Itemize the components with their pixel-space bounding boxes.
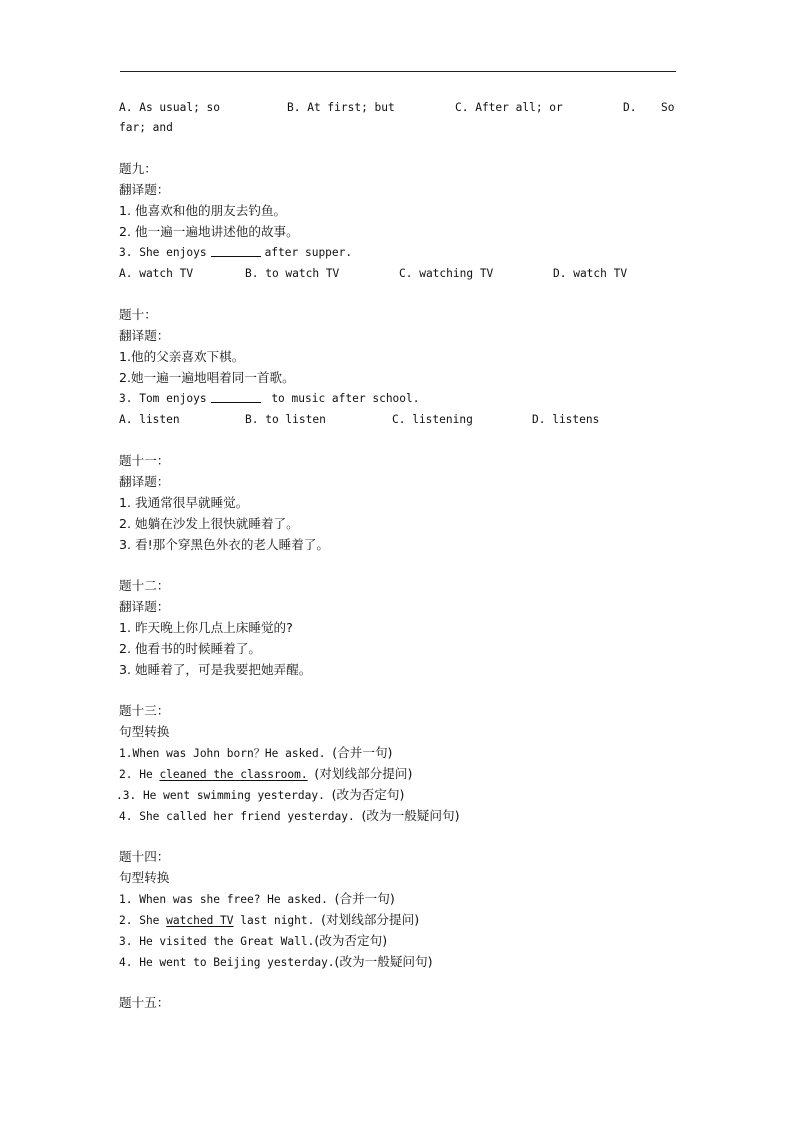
underlined-phrase: cleaned the classroom. (159, 768, 308, 781)
q10-title: 题十： (119, 307, 157, 322)
q10-line-2: 2.她一遍一遍地唱着同一首歌。 (119, 370, 295, 385)
q11-line-2: 2. 她躺在沙发上很快就睡着了。 (119, 516, 299, 531)
q13-line-1: 1.When was John born？He asked. (合并一句) (119, 745, 393, 760)
q11-title: 题十一： (119, 453, 170, 468)
q14-line-3: 3. He visited the Great Wall.(改为否定句) (119, 933, 388, 948)
q12-line-3: 3. 她睡着了，可是我要把她弄醒。 (119, 662, 312, 677)
q15-title: 题十五： (119, 995, 170, 1010)
q13-title: 题十三： (119, 703, 170, 718)
q8-option-d-text: So (661, 101, 675, 114)
q14-line-4: 4. He went to Beijing yesterday.(改为一般疑问句) (119, 954, 433, 969)
q13-type: 句型转换 (119, 724, 170, 739)
q13-line-3: .3. He went swimming yesterday. (改为否定句) (116, 787, 405, 802)
q12-line-1: 1. 昨天晚上你几点上床睡觉的? (119, 620, 293, 635)
q12-title: 题十二： (119, 578, 170, 593)
q11-type: 翻译题： (119, 474, 170, 489)
q9-line-1: 1. 他喜欢和他的朋友去钓鱼。 (119, 203, 287, 218)
underlined-phrase: watched TV (166, 914, 234, 927)
q11-line-1: 1. 我通常很早就睡觉。 (119, 495, 249, 510)
q14-line-1: 1. When was she free? He asked. (合并一句) (119, 891, 395, 906)
q9-title: 题九： (119, 161, 157, 176)
q8-option-c: C. After all; or (455, 101, 563, 114)
q10-option-b: B. to listen (245, 413, 326, 426)
q9-option-a: A. watch TV (119, 267, 194, 280)
q13-line-4: 4. She called her friend yesterday. (改为一般疑问句) (119, 808, 460, 823)
q10-line-3: 3. Tom enjoys to music after school. (119, 392, 420, 405)
q14-line-2: 2. She watched TV last night. (对划线部分提问) (119, 912, 420, 927)
q9-option-b: B. to watch TV (245, 267, 340, 280)
q10-type: 翻译题： (119, 328, 170, 343)
q8-option-b: B. At first; but (287, 101, 395, 114)
q9-type: 翻译题： (119, 182, 170, 197)
answer-blank (211, 246, 261, 257)
q10-line-1: 1.他的父亲喜欢下棋。 (119, 349, 245, 364)
q14-type: 句型转换 (119, 870, 170, 885)
q12-line-2: 2. 他看书的时候睡着了。 (119, 641, 261, 656)
q12-type: 翻译题： (119, 599, 170, 614)
q9-line-3: 3. She enjoys after supper. (119, 246, 353, 259)
q9-option-d: D. watch TV (553, 267, 628, 280)
q8-option-d: D. (623, 101, 637, 114)
q8-option-a: A. As usual; so (119, 101, 221, 114)
q10-option-c: C. listening (392, 413, 473, 426)
q10-option-a: A. listen (119, 413, 180, 426)
q8-option-d-continued: far; and (119, 121, 173, 134)
q10-option-d: D. listens (532, 413, 600, 426)
q11-line-3: 3. 看!那个穿黑色外衣的老人睡着了。 (119, 537, 329, 552)
q14-title: 题十四： (119, 849, 170, 864)
q13-line-2: 2. He cleaned the classroom. (对划线部分提问) (119, 766, 413, 781)
header-rule (120, 71, 676, 72)
q9-option-c: C. watching TV (399, 267, 494, 280)
q9-line-2: 2. 他一遍一遍地讲述他的故事。 (119, 224, 299, 239)
answer-blank (211, 392, 261, 403)
